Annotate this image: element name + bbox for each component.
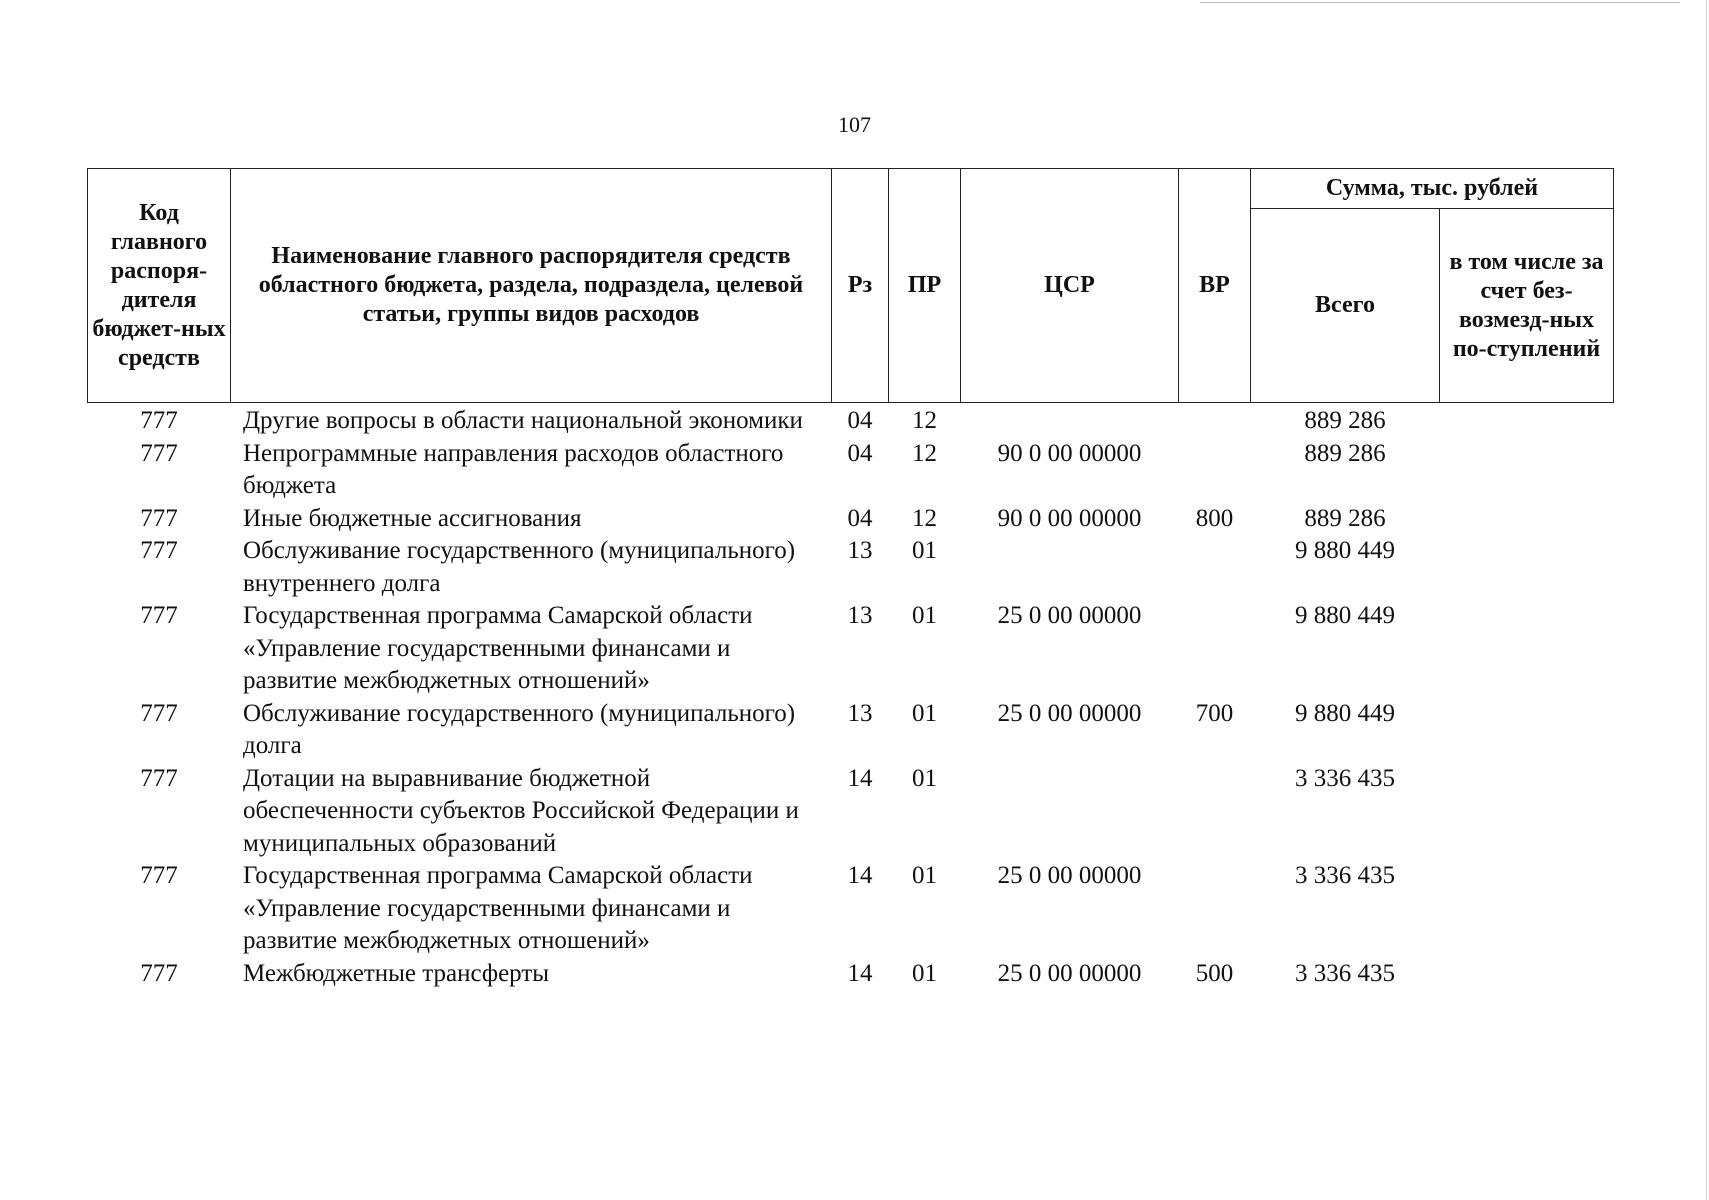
- cell-rz: 04: [847, 407, 873, 434]
- cell-code: 777: [140, 602, 178, 629]
- cell-csr: 25 0 00 00000: [997, 699, 1142, 727]
- header-csr: ЦСР: [961, 169, 1179, 403]
- header-pr: ПР: [889, 169, 961, 403]
- cell-code: 777: [140, 862, 178, 889]
- cell-free: [1440, 763, 1614, 861]
- cell-pr: 01: [912, 537, 937, 564]
- scan-edge-line: [1200, 2, 1680, 3]
- cell-vr: [1179, 600, 1251, 698]
- cell-vr: [1179, 763, 1251, 861]
- cell-name: Государственная программа Самарской области «Управление государственными финансами и развитие межбюджетных отношений»: [243, 862, 753, 954]
- budget-table: [87, 168, 1614, 990]
- cell-free: [1440, 535, 1614, 600]
- cell-total: 3 336 435: [1295, 959, 1395, 987]
- cell-vr: 500: [1195, 959, 1234, 987]
- cell-pr: 12: [912, 439, 937, 467]
- cell-pr: 12: [912, 504, 937, 532]
- cell-code: 777: [140, 537, 178, 564]
- cell-total: 889 286: [1304, 407, 1386, 434]
- cell-csr: [961, 763, 1179, 861]
- cell-free: [1440, 503, 1614, 536]
- cell-vr: 800: [1195, 504, 1234, 532]
- cell-total: 889 286: [1304, 504, 1386, 532]
- cell-rz: 14: [847, 862, 873, 889]
- cell-rz: 13: [847, 602, 873, 629]
- header-free: в том числе за счет без-возмезд-ных по-ступлений: [1440, 209, 1614, 403]
- table-header: [88, 169, 1614, 403]
- cell-free: [1440, 403, 1614, 438]
- cell-vr: 700: [1195, 699, 1234, 727]
- cell-rz: 13: [847, 537, 873, 564]
- cell-total: 889 286: [1304, 439, 1386, 467]
- cell-vr: [1179, 535, 1251, 600]
- table-row: [88, 698, 1614, 763]
- header-sum: Сумма, тыс. рублей: [1251, 169, 1614, 209]
- cell-code: 777: [140, 959, 178, 987]
- cell-pr: 01: [912, 862, 937, 889]
- cell-vr: [1179, 403, 1251, 438]
- cell-free: [1440, 600, 1614, 698]
- table-row: [88, 535, 1614, 600]
- cell-name: Иные бюджетные ассигнования: [243, 504, 582, 532]
- cell-free: [1440, 438, 1614, 503]
- cell-vr: [1179, 438, 1251, 503]
- cell-pr: 01: [912, 959, 937, 987]
- cell-code: 777: [140, 699, 178, 727]
- cell-name: Обслуживание государственного (муниципального) долга: [243, 699, 796, 759]
- cell-name: Непрограммные направления расходов областного бюджета: [243, 439, 784, 499]
- cell-total: 3 336 435: [1295, 764, 1395, 792]
- scan-edge-line-right: [1706, 0, 1707, 1200]
- cell-name: Дотации на выравнивание бюджетной обеспеченности субъектов Российской Федерации и муниципальных образований: [243, 764, 799, 857]
- cell-rz: 14: [847, 959, 873, 987]
- cell-code: 777: [140, 407, 178, 434]
- table-row: [88, 958, 1614, 991]
- cell-name: Другие вопросы в области национальной экономики: [243, 407, 803, 434]
- table-row: [88, 600, 1614, 698]
- table-row: [88, 403, 1614, 438]
- cell-csr: 90 0 00 00000: [997, 439, 1142, 467]
- header-rz: Рз: [832, 169, 889, 403]
- cell-pr: 01: [912, 764, 937, 792]
- cell-name: Государственная программа Самарской области «Управление государственными финансами и развитие межбюджетных отношений»: [243, 602, 753, 694]
- cell-total: 9 880 449: [1295, 602, 1395, 629]
- table-row: [88, 438, 1614, 503]
- cell-pr: 01: [912, 602, 937, 629]
- cell-total: 9 880 449: [1295, 537, 1395, 564]
- cell-code: 777: [140, 439, 178, 467]
- cell-rz: 14: [847, 764, 873, 792]
- cell-free: [1440, 860, 1614, 958]
- cell-total: 9 880 449: [1295, 699, 1395, 727]
- page-number: 107: [838, 112, 871, 137]
- cell-name: Межбюджетные трансферты: [243, 959, 550, 987]
- table-row: [88, 763, 1614, 861]
- cell-rz: 04: [847, 504, 873, 532]
- cell-csr: 25 0 00 00000: [997, 602, 1142, 629]
- cell-csr: [961, 535, 1179, 600]
- cell-pr: 12: [912, 407, 937, 434]
- header-vr: ВР: [1179, 169, 1251, 403]
- cell-free: [1440, 698, 1614, 763]
- table-body: [88, 403, 1614, 991]
- cell-pr: 01: [912, 699, 937, 727]
- cell-code: 777: [140, 764, 178, 792]
- header-total: Всего: [1251, 209, 1440, 403]
- table-row: [88, 860, 1614, 958]
- cell-rz: 13: [847, 699, 873, 727]
- cell-csr: 90 0 00 00000: [997, 504, 1142, 532]
- cell-free: [1440, 958, 1614, 991]
- cell-code: 777: [140, 504, 178, 532]
- cell-csr: 25 0 00 00000: [997, 862, 1142, 889]
- table-row: [88, 503, 1614, 536]
- cell-vr: [1179, 860, 1251, 958]
- cell-rz: 04: [847, 439, 873, 467]
- cell-csr: [961, 403, 1179, 438]
- header-name: Наименование главного распорядителя средств областного бюджета, раздела, подраздела, целевой статьи, группы видов расходов: [231, 169, 832, 403]
- header-code: Код главного распоря-дителя бюджет-ных средств: [88, 169, 231, 403]
- cell-csr: 25 0 00 00000: [997, 959, 1142, 987]
- cell-total: 3 336 435: [1295, 862, 1395, 889]
- cell-name: Обслуживание государственного (муниципального) внутреннего долга: [243, 537, 796, 597]
